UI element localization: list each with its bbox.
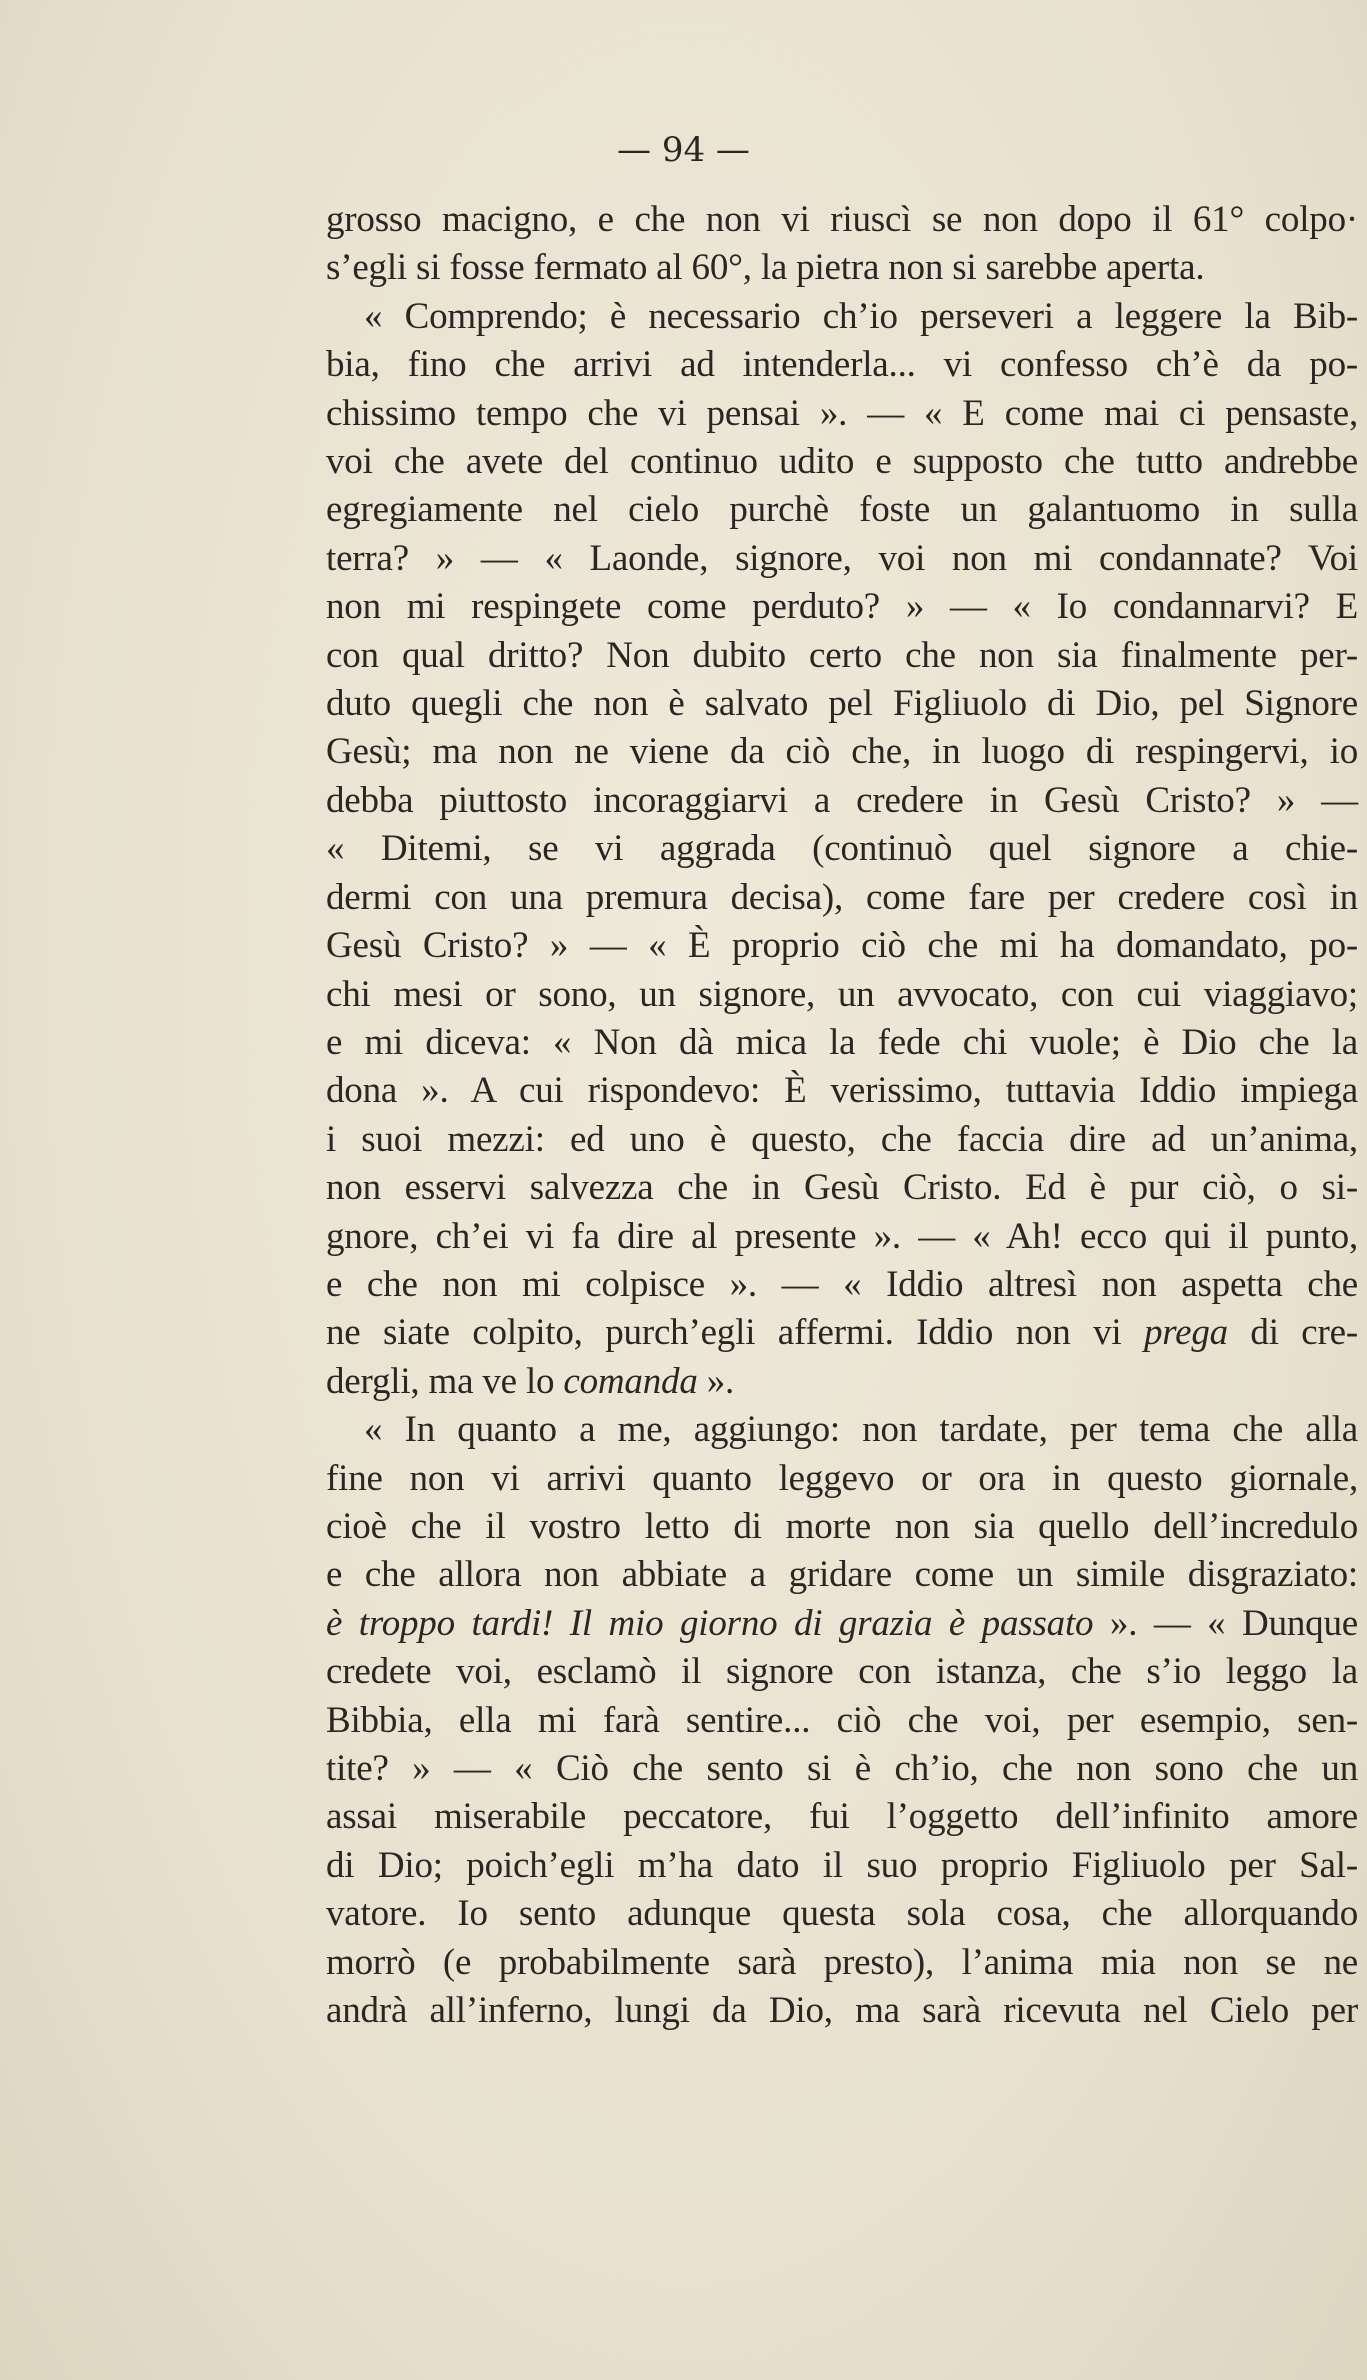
body-text xyxy=(326,196,1358,2035)
text-line: andrà all’inferno, lungi da Dio, ma sarà ricevuta nel Cielo per xyxy=(326,1990,1358,2032)
text-line: duto quegli che non è salvato pel Figliuolo di Dio, pel Signore xyxy=(326,683,1358,725)
text-line: dona ». A cui rispondevo: È verissimo, tuttavia Iddio impiega xyxy=(326,1070,1358,1112)
text-line: gnore, ch’ei vi fa dire al presente ». — « Ah! ecco qui il punto, xyxy=(326,1215,1358,1257)
text-line: bia, fino che arrivi ad intenderla... vi confesso ch’è da po- xyxy=(326,344,1358,386)
text-line: e che allora non abbiate a gridare come un simile disgraziato: xyxy=(326,1554,1358,1596)
italic-word: prega xyxy=(1143,1312,1228,1354)
text-line: vatore. Io sento adunque questa sola cosa, che allorquando xyxy=(326,1893,1358,1935)
text-line: dermi con una premura decisa), come fare per credere così in xyxy=(326,876,1358,918)
text-line: chi mesi or sono, un signore, un avvocato, con cui viaggiavo; xyxy=(326,973,1358,1015)
text-line: debba piuttosto incoraggiarvi a credere in Gesù Cristo? » — xyxy=(326,779,1358,821)
italic-word: comanda xyxy=(563,1360,698,1402)
text-line: cioè che il vostro letto di morte non sia quello dell’incredulo xyxy=(326,1505,1358,1547)
text-line: morrò (e probabilmente sarà presto), l’anima mia non se ne xyxy=(326,1941,1358,1983)
text-line: tite? » — « Ciò che sento si è ch’io, che non sono che un xyxy=(326,1748,1358,1789)
text-line xyxy=(326,1358,1358,1406)
text-run: dergli, ma ve lo xyxy=(326,1360,564,1402)
text-line: chissimo tempo che vi pensai ». — « E come mai ci pensaste, xyxy=(326,392,1358,434)
text-line: con qual dritto? Non dubito certo che non sia finalmente per- xyxy=(326,634,1358,676)
text-line: egregiamente nel cielo purchè foste un galantuomo in sulla xyxy=(326,489,1358,531)
text-line: e che non mi colpisce ». — « Iddio altresì non aspetta che xyxy=(326,1263,1358,1305)
text-line: voi che avete del continuo udito e supposto che tutto andrebbe xyxy=(326,441,1358,483)
text-line xyxy=(326,1600,1358,1648)
text-line: « Ditemi, se vi aggrada (continuò quel signore a chie- xyxy=(326,828,1358,870)
text-line: fine non vi arrivi quanto leggevo or ora in questo giornale, xyxy=(326,1457,1358,1499)
text-line: s’egli si fosse fermato al 60°, la pietra non si sarebbe aperta. xyxy=(326,247,1205,289)
text-line: Bibbia, ella mi farà sentire... ciò che voi, per esempio, sen- xyxy=(326,1699,1358,1741)
text-line: « In quanto a me, aggiungo: non tardate, per tema che alla xyxy=(364,1409,1358,1451)
text-run: ». xyxy=(697,1360,735,1402)
text-line: di Dio; poich’egli m’ha dato il suo proprio Figliuolo per Sal- xyxy=(326,1844,1358,1886)
text-line: « Comprendo; è necessario ch’io perseveri a leggere la Bib- xyxy=(364,295,1358,337)
text-line: e mi diceva: « Non dà mica la fede chi vuole; è Dio che la xyxy=(326,1021,1358,1063)
text-line: assai miserabile peccatore, fui l’oggetto dell’infinito amore xyxy=(326,1796,1358,1838)
text-line: Gesù Cristo? » — « È proprio ciò che mi ha domandato, po- xyxy=(326,925,1358,967)
text-run: di cre- xyxy=(1227,1312,1358,1354)
text-line: grosso macigno, e che non vi riuscì se non dopo il 61° colpo· xyxy=(326,199,1358,240)
page-number: — 94 — xyxy=(617,130,750,170)
text-run: ne siate colpito, purch’egli affermi. Iddio non vi xyxy=(326,1312,1144,1354)
text-run: ». — « Dunque xyxy=(1093,1602,1358,1644)
text-line: terra? » — « Laonde, signore, voi non mi condannate? Voi xyxy=(326,537,1358,579)
italic-phrase: è troppo tardi! Il mio giorno di grazia è passato xyxy=(326,1602,1094,1644)
text-line xyxy=(326,1309,1358,1357)
text-line: non esservi salvezza che in Gesù Cristo. Ed è pur ciò, o si- xyxy=(326,1167,1358,1209)
text-line: Gesù; ma non ne viene da ciò che, in luogo di respingervi, io xyxy=(326,731,1358,773)
text-line: i suoi mezzi: ed uno è questo, che faccia dire ad un’anima, xyxy=(326,1118,1358,1160)
text-line: non mi respingete come perduto? » — « Io condannarvi? E xyxy=(326,586,1358,628)
text-line: credete voi, esclamò il signore con istanza, che s’io leggo la xyxy=(326,1651,1358,1693)
